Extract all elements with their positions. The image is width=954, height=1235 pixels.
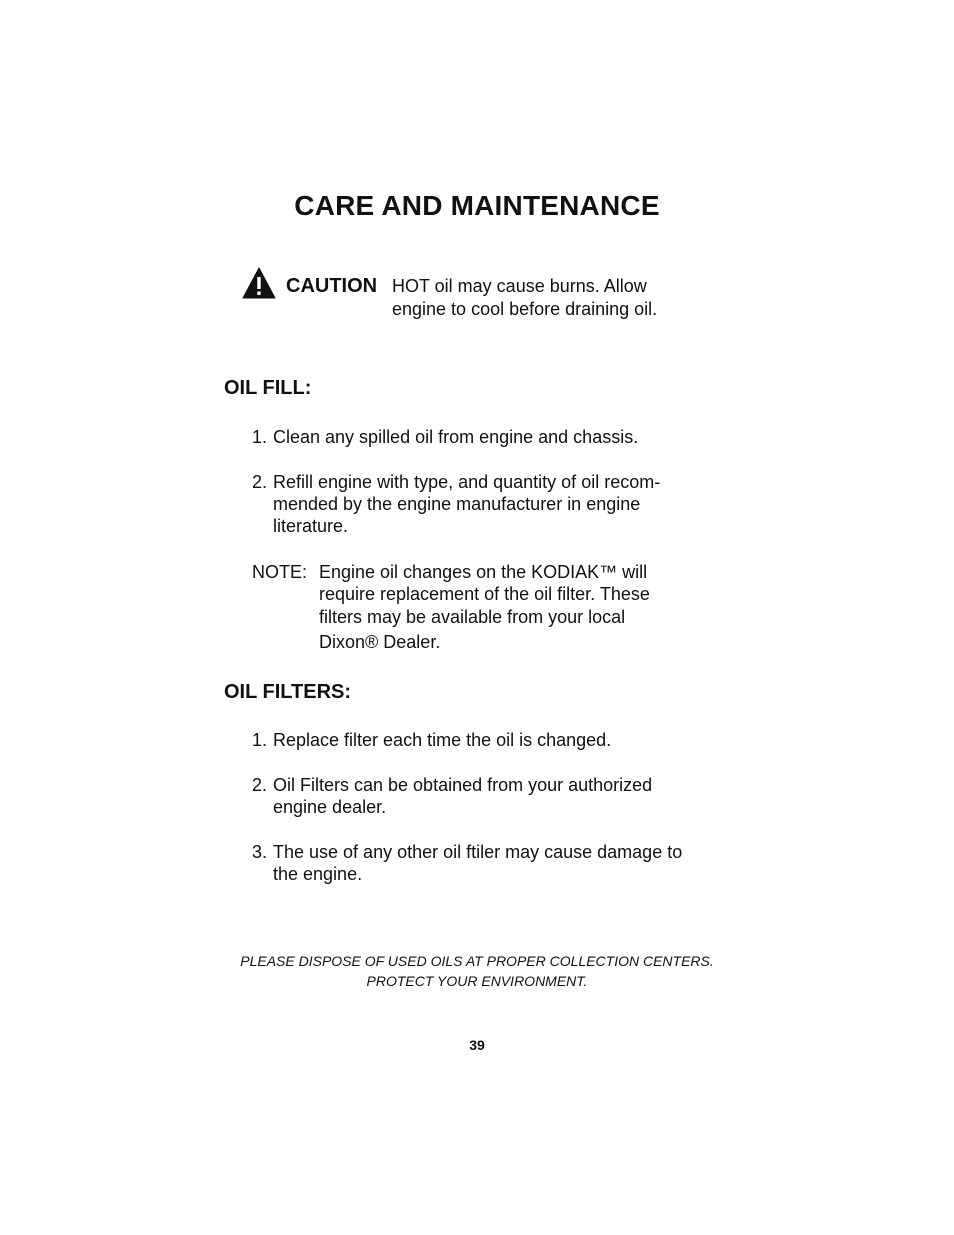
note-text-line: Engine oil changes on the KODIAK™ will — [319, 562, 648, 582]
footer-environment-notice: PROTECT YOUR ENVIRONMENT. — [366, 973, 588, 989]
note-label: NOTE: — [252, 562, 308, 582]
list-item-number: 1. — [252, 427, 268, 447]
note-text-line: filters may be available from your local — [319, 607, 626, 627]
page-number: 39 — [469, 1037, 485, 1053]
section-heading-oil-filters: OIL FILTERS: — [224, 681, 352, 703]
caution-text-line: engine to cool before draining oil. — [392, 299, 658, 319]
list-item-number: 2. — [252, 472, 268, 492]
note-text-line: Dixon® Dealer. — [319, 632, 441, 652]
list-item-number: 2. — [252, 775, 268, 795]
warning-triangle-icon — [242, 266, 276, 300]
list-item-text: Refill engine with type, and quantity of oil recom- mended by the engine manufacturer in engine literature. — [273, 472, 661, 536]
page-title: CARE AND MAINTENANCE — [294, 190, 660, 221]
caution-text-line: HOT oil may cause burns. Allow — [392, 276, 647, 296]
footer-disposal-notice: PLEASE DISPOSE OF USED OILS AT PROPER COLLECTION CENTERS. — [240, 953, 714, 969]
list-item-text: Clean any spilled oil from engine and chassis. — [273, 427, 639, 447]
list-item-number: 1. — [252, 730, 268, 750]
list-item-text: Replace filter each time the oil is changed. — [273, 730, 612, 750]
list-item-text: The use of any other oil ftiler may cause damage to the engine. — [273, 842, 683, 884]
list-item-number: 3. — [252, 842, 268, 862]
note-text-line: require replacement of the oil filter. These — [319, 584, 650, 604]
section-heading-oil-fill: OIL FILL: — [224, 377, 312, 399]
list-item-text: Oil Filters can be obtained from your authorized engine dealer. — [273, 775, 653, 817]
caution-label: CAUTION — [286, 275, 378, 297]
